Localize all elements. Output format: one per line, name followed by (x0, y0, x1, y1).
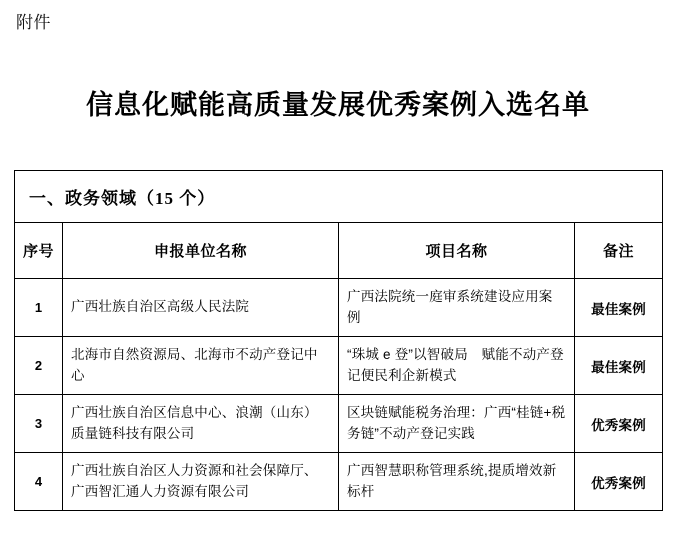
column-header-note: 备注 (575, 223, 663, 279)
table-section-header-row (15, 171, 663, 223)
cell-note: 最佳案例 (575, 279, 663, 337)
cell-note: 优秀案例 (575, 395, 663, 453)
cell-seq: 3 (15, 395, 63, 453)
cell-project: 广西法院统一庭审系统建设应用案例 (339, 279, 575, 337)
cell-note: 最佳案例 (575, 337, 663, 395)
column-header-unit: 申报单位名称 (63, 223, 339, 279)
cell-seq: 2 (15, 337, 63, 395)
cell-unit: 北海市自然资源局、北海市不动产登记中心 (63, 337, 339, 395)
table-row (15, 395, 663, 453)
table-row (15, 337, 663, 395)
cell-seq: 4 (15, 453, 63, 511)
table-row (15, 279, 663, 337)
selected-cases-table (14, 170, 663, 511)
cell-note: 优秀案例 (575, 453, 663, 511)
section-title: 一、政务领域（15 个） (15, 171, 663, 223)
attachment-label: 附件 (16, 13, 51, 32)
cell-unit: 广西壮族自治区人力资源和社会保障厅、广西智汇通人力资源有限公司 (63, 453, 339, 511)
cell-project: 广西智慧职称管理系统,提质增效新标杆 (339, 453, 575, 511)
table-header-row (15, 223, 663, 279)
cell-project: 区块链赋能税务治理：广西“桂链+税务链”不动产登记实践 (339, 395, 575, 453)
cell-unit: 广西壮族自治区信息中心、浪潮（山东）质量链科技有限公司 (63, 395, 339, 453)
cell-seq: 1 (15, 279, 63, 337)
cell-project: “珠城 e 登”以智破局 赋能不动产登记便民利企新模式 (339, 337, 575, 395)
column-header-project: 项目名称 (339, 223, 575, 279)
cell-unit: 广西壮族自治区高级人民法院 (63, 279, 339, 337)
column-header-seq: 序号 (15, 223, 63, 279)
page-title: 信息化赋能高质量发展优秀案例入选名单 (86, 90, 590, 120)
table-row (15, 453, 663, 511)
list-table-wrapper (14, 170, 662, 511)
